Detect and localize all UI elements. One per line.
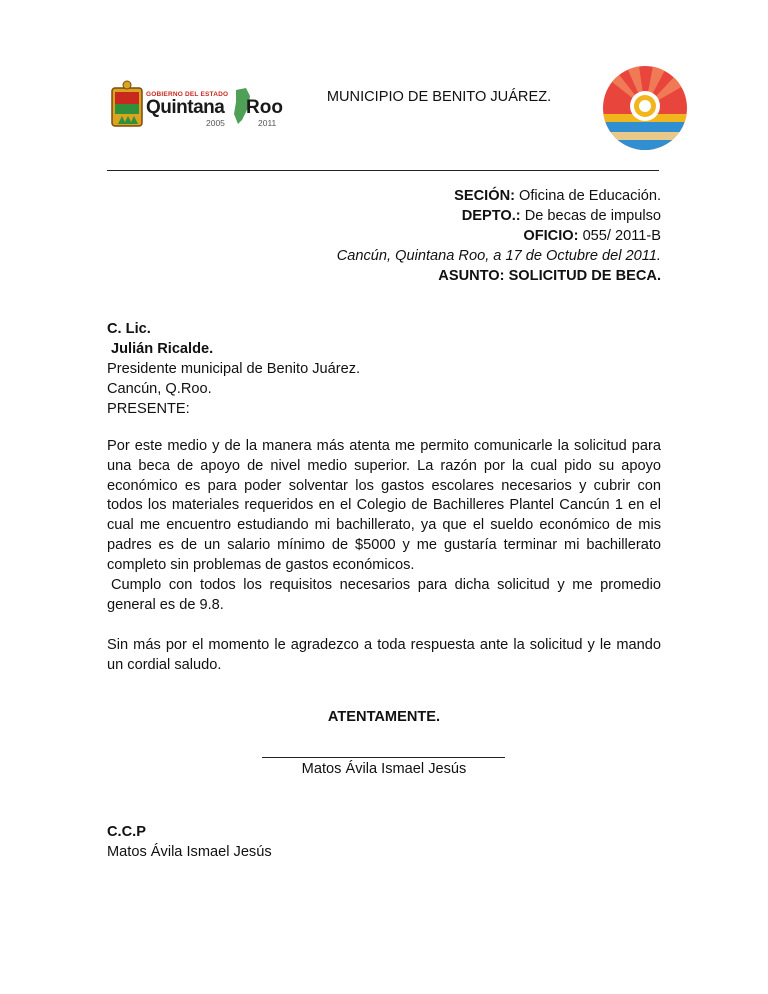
- ccp-name: Matos Ávila Ismael Jesús: [107, 844, 272, 860]
- subject-line: ASUNTO: SOLICITUD DE BECA.: [438, 268, 661, 284]
- body-paragraph-1: Por este medio y de la manera más atenta me permito comunicarle la solicitud para una beca de apoyo de nivel medio superior. La razón por la cual pido su apoyo económico es para poder solventar los gastos escolares necesarios y cubrir con todos los materiales requeridos en el Colegio de Bachilleres Plantel Cancún 1 en el cual me encuentro estudiando mi bachillerato, ya que el sueldo económico de mis padres es de un salario mínimo de $5000 y me gustaría terminar mi bachillerato completo sin problemas de gastos económicos.: [107, 438, 661, 573]
- state-government-logo: [110, 80, 286, 132]
- letter-metadata: [337, 186, 661, 286]
- body-paragraph-3: Sin más por el momento le agradezco a toda respuesta ante la solicitud y le mando un cordial saludo.: [107, 637, 661, 673]
- recipient-city: Cancún, Q.Roo.: [107, 381, 212, 397]
- body-paragraph-2: Cumplo con todos los requisitos necesarios para dicha solicitud y me promedio general es de 9.8.: [107, 577, 661, 613]
- dept-label: DEPTO.:: [461, 208, 521, 224]
- recipient-position: Presidente municipal de Benito Juárez.: [107, 361, 361, 377]
- section-value: Oficina de Educación.: [519, 188, 661, 204]
- signature-line: [262, 757, 505, 758]
- ccp-block: [107, 822, 272, 862]
- signer-name: Matos Ávila Ismael Jesús: [301, 761, 467, 777]
- logo-year-start: 2005: [206, 118, 225, 128]
- dept-value: De becas de impulso: [524, 208, 661, 224]
- logo-year-end: 2011: [258, 118, 277, 128]
- date-line: Cancún, Quintana Roo, a 17 de Octubre del 2011.: [336, 248, 661, 264]
- logo-brand-quintana: Quintana: [146, 97, 225, 118]
- recipient-name: Julián Ricalde.: [111, 341, 214, 357]
- municipal-logo: [597, 64, 693, 152]
- office-label: OFICIO:: [523, 228, 579, 244]
- office-value: 055/ 2011-B: [582, 228, 661, 244]
- header-divider: [107, 170, 659, 171]
- logo-brand-roo: Roo: [246, 97, 283, 118]
- dept-line: [337, 206, 661, 226]
- closing-salutation: ATENTAMENTE.: [327, 709, 441, 725]
- section-line: [337, 186, 661, 206]
- logo-government-line: GOBIERNO DEL ESTADO: [146, 91, 229, 98]
- recipient-block: [107, 319, 360, 419]
- municipal-sun-logo-icon: [597, 64, 693, 152]
- page-title: MUNICIPIO DE BENITO JUÁREZ.: [326, 89, 552, 105]
- recipient-present: PRESENTE:: [107, 401, 190, 417]
- ccp-label: C.C.P: [107, 824, 146, 840]
- office-line: [337, 226, 661, 246]
- section-label: SECIÓN:: [454, 188, 515, 204]
- recipient-title: C. Lic.: [107, 321, 151, 337]
